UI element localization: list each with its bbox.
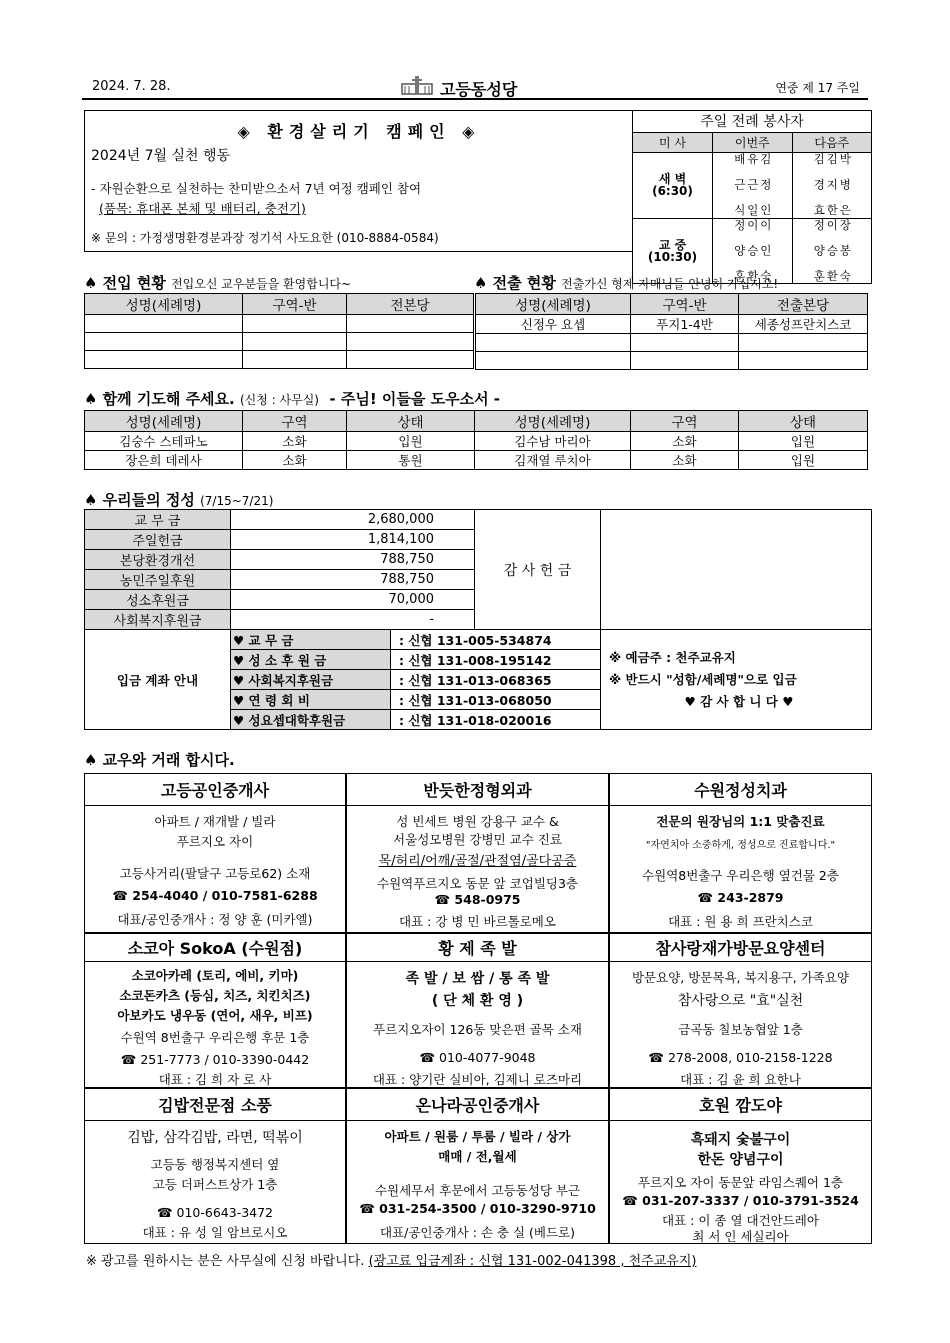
service-next: 정 양 훈이 승 환장 봉 숙 bbox=[792, 218, 872, 284]
ad-box: 참사랑재가방문요양센터 방문요양, 방문목욕, 복지용구, 가족요양 참사랑으로 "효"실천 금곡동 칠보농협앞 1층 ☎ 278-2008, 010-2158-1228 대표 : 김 윤 희 요한나 bbox=[609, 933, 872, 1088]
liturgical-week: 연중 제 17 주일 bbox=[775, 81, 860, 95]
prayer-table: 성명(세례명) 구역 상태 성명(세례명) 구역 상태 김숭수 스테파노 소화 입원 김수남 마리아 소화 입원 장은희 데레사 소화 통원 김재열 루치아 소화 입원 bbox=[84, 410, 868, 470]
campaign-month: 2024년 7월 실천 행동 bbox=[91, 148, 231, 164]
ad-box: 수원정성치과 전문의 원장님의 1:1 맞춤진료 "자연치아 소중하게, 정성으로 진료합니다." 수원역8번출구 우리은행 옆건물 2층 ☎ 243-2879 대표 : 원 용 희 프란치스코 bbox=[609, 773, 872, 933]
campaign-line1: - 자원순환으로 실천하는 찬미받으소서 7년 여정 캠페인 참여 bbox=[91, 181, 422, 196]
service-col: 다음주 bbox=[792, 133, 872, 153]
ad-box: 호원 깜도야 흑돼지 숯불구이 한돈 양념구이 푸르지오 자이 동문앞 라임스퀘어 1층 ☎ 031-207-3337 / 010-3791-3524 대표 : 이 종 열 대건안드레아 최 서 인 세실리아 bbox=[609, 1088, 872, 1244]
transfer-in-table: 성명(세례명) 구역-반 전본당 bbox=[84, 293, 474, 369]
campaign-line2: (품목: 휴대폰 본체 및 배터리, 충전기) bbox=[99, 201, 306, 216]
ad-box: 김밥전문점 소풍 김밥, 삼각김밥, 라면, 떡볶이 고등동 행정복지센터 옆 고등 더퍼스트상가 1층 ☎ 010-6643-3472 대표 : 유 성 일 암브로시오 bbox=[84, 1088, 346, 1244]
church-icon bbox=[400, 76, 434, 100]
ad-box: 소코아 SokoA (수원점) 소코아카레 (토리, 에비, 키마) 소코돈카츠 (등심, 치즈, 치킨치즈) 아보카도 냉우동 (연어, 새우, 비프) 수원역 8번출구 우리은행 후문 1층 ☎ 251-7773 / 010-3390-0442 대표 : 김 희 자 로 사 bbox=[84, 933, 346, 1088]
church-label: 고등동성당 bbox=[440, 79, 518, 99]
ads-heading: ♠ 교우와 거래 합시다. bbox=[84, 751, 235, 769]
transfer-out-table: 성명(세례명) 구역-반 전출본당 신정우 요셉 푸지1-4반 세종성프란치스코 bbox=[475, 293, 868, 370]
offering-heading: ♠ 우리들의 정성 (7/15~7/21) bbox=[84, 491, 274, 509]
service-title: 주일 전례 봉사자 bbox=[633, 111, 872, 133]
ad-box: 고등공인중개사 아파트 / 재개발 / 빌라 푸르지오 자이 고등사거리(팔달구 고등로62) 소재 ☎ 254-4040 / 010-7581-6288 대표/공인중개사 : 정 양 훈 (미카엘) bbox=[84, 773, 346, 933]
ad-box: 황 제 족 발 족 발 / 보 쌈 / 통 족 발 ( 단 체 환 영 ) 푸르지오자이 126동 맞은편 골목 소재 ☎ 010-4077-9048 대표 : 양기란 실비아, 김제니 로즈마리 bbox=[346, 933, 609, 1088]
campaign-contact: ※ 문의 : 가정생명환경분과장 정기석 사도요한 (010-8884-0584) bbox=[91, 231, 439, 245]
service-col: 미 사 bbox=[633, 133, 713, 153]
transfer-out-heading: ♠ 전출 현황 전출가신 형제 자매님들 안녕히 가십시오! bbox=[474, 274, 779, 292]
service-col: 이번주 bbox=[713, 133, 793, 153]
service-next: 김 경 효김 지 한박 병 은 bbox=[792, 153, 872, 219]
bulletin-date: 2024. 7. 28. bbox=[92, 79, 171, 94]
campaign-title: ◈ 환경살리기 캠페인 ◈ bbox=[237, 122, 481, 141]
service-table bbox=[632, 110, 872, 284]
ad-box: 반듯한정형외과 성 빈세트 병원 강용구 교수 & 서울성모병원 강병민 교수 진료 목/허리/어깨/골절/관절염/골다공증 수원역푸르지오 동문 앞 코업빌딩3층 ☎ 548-0975 대표 : 강 병 민 바르톨로메오 bbox=[346, 773, 609, 933]
offering-table: 교 무 금 2,680,000 감 사 헌 금 주일헌금 1,814,100 본당환경개선 788,750 농민주일후원 788,750 성소후원금 70,000 사회복지후원금 - bbox=[84, 509, 872, 630]
accounts-table: 입금 계좌 안내 ♥ 교 무 금 : 신협 131-005-534874 ※ 예금주 : 천주교유지 ※ 반드시 "성함/세례명"으로 입금 ♥ 감 사 합 니 다 ♥ ♥ 성 소 후 원 금 : 신협 131-008-195142 ♥ 사회복지후원금 : 신협 131-013-068365 ♥ 연 령 회 비 : 신협 131-013-068050 ♥ 성요셉대학후원금 : 신협 131-018-020016 bbox=[84, 629, 872, 730]
footer-note: ※ 광고를 원하시는 분은 사무실에 신청 바랍니다. (광고료 입금계좌 : 신협 131-002-041398 , 천주교유지) bbox=[86, 1254, 697, 1269]
prayer-heading: ♠ 함께 기도해 주세요. (신청 : 사무실) - 주님! 이들을 도우소서 - bbox=[84, 390, 501, 408]
transfer-in-heading: ♠ 전입 현황 전입오신 교우분들을 환영합니다~ bbox=[84, 274, 352, 292]
service-mass: 교 중 (10:30) bbox=[633, 218, 713, 284]
campaign-box bbox=[84, 110, 632, 252]
service-mass: 새 벽 (6:30) bbox=[633, 153, 713, 219]
ad-box: 온나라공인중개사 아파트 / 원룸 / 투룸 / 빌라 / 상가 매매 / 전,월세 수원세무서 후문에서 고등동성당 부근 ☎ 031-254-3500 / 010-3290-9710 대표/공인중개사 : 손 충 실 (베드로) bbox=[346, 1088, 609, 1244]
service-this: 정 양 훈이 승 환이 인 숙 bbox=[713, 218, 793, 284]
church-name bbox=[400, 76, 517, 100]
service-this: 배 근 식유 근 일김 정 인 bbox=[713, 153, 793, 219]
